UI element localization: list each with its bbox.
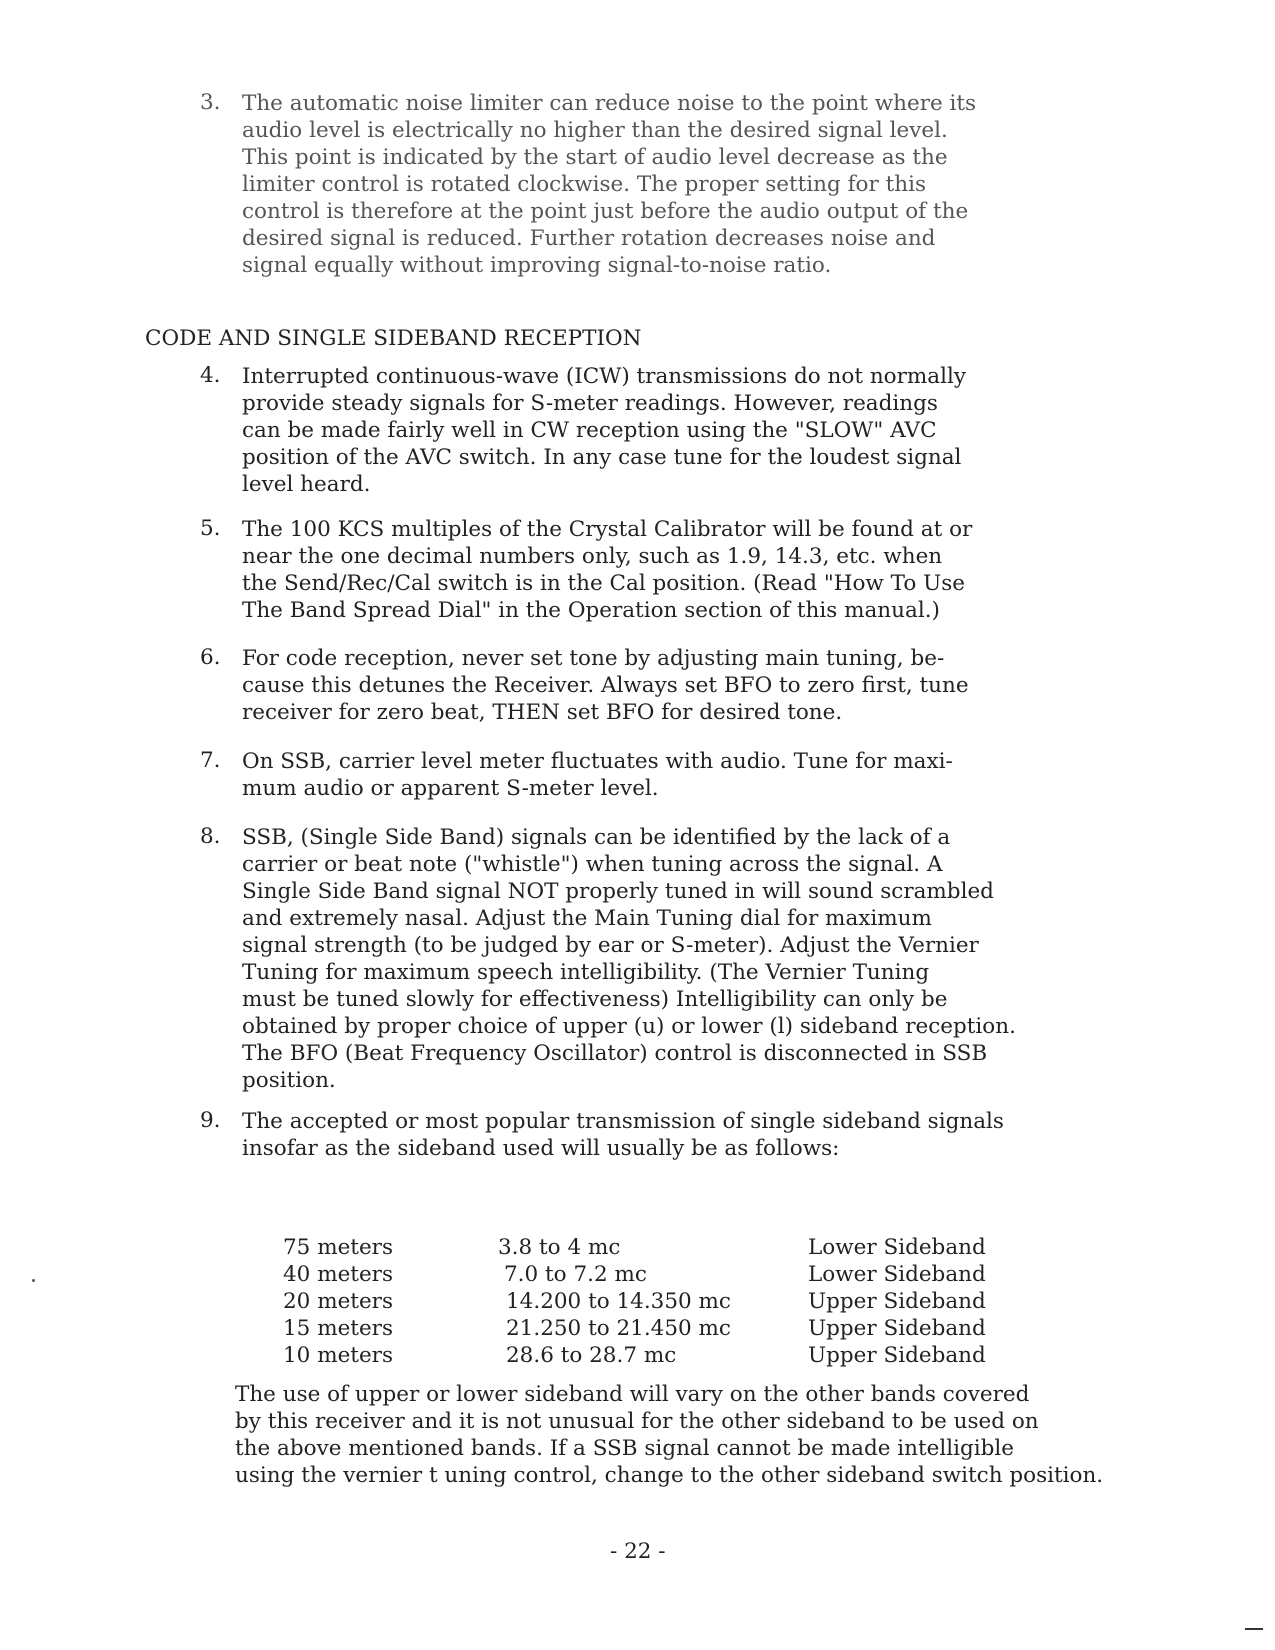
table-row	[283, 1315, 1043, 1342]
text-line: This point is indicated by the start of audio level decrease as the	[242, 145, 948, 170]
section-heading: CODE AND SINGLE SIDEBAND RECEPTION	[145, 326, 642, 351]
text-line: Interrupted continuous-wave (ICW) transmissions do not normally	[242, 364, 966, 389]
text-line: can be made fairly well in CW reception using the "SLOW" AVC	[242, 418, 937, 443]
text-line: mum audio or apparent S-meter level.	[242, 776, 659, 801]
text-line: using the vernier t uning control, change to the other sideband switch position.	[235, 1463, 1104, 1488]
range-cell: 21.250 to 21.450 mc	[506, 1316, 731, 1341]
text-line: Tuning for maximum speech intelligibility. (The Vernier Tuning	[242, 960, 930, 985]
closing-paragraph	[235, 1381, 1185, 1489]
text-line: The automatic noise limiter can reduce noise to the point where its	[242, 91, 977, 116]
scan-speck	[32, 1279, 35, 1282]
text-line: The accepted or most popular transmission of single sideband signals	[242, 1109, 1004, 1134]
text-line: signal strength (to be judged by ear or S-meter). Adjust the Vernier	[242, 933, 979, 958]
text-line: The use of upper or lower sideband will vary on the other bands covered	[235, 1382, 1030, 1407]
text-line: SSB, (Single Side Band) signals can be identified by the lack of a	[242, 825, 951, 850]
text-line: provide steady signals for S-meter readings. However, readings	[242, 391, 938, 416]
band-cell: 15 meters	[283, 1316, 393, 1341]
text-line: signal equally without improving signal-to-noise ratio.	[242, 253, 832, 278]
text-line: position of the AVC switch. In any case tune for the loudest signal	[242, 445, 962, 470]
item-text	[242, 748, 1082, 802]
sideband-table	[283, 1234, 1043, 1369]
band-cell: 40 meters	[283, 1262, 393, 1287]
item-text	[242, 516, 1082, 624]
item-text	[242, 645, 1082, 726]
sideband-cell: Upper Sideband	[808, 1316, 986, 1341]
text-line: by this receiver and it is not unusual for the other sideband to be used on	[235, 1409, 1039, 1434]
table-row	[283, 1288, 1043, 1315]
item-text	[242, 363, 1082, 498]
band-cell: 10 meters	[283, 1343, 393, 1368]
item-number: 7.	[200, 748, 221, 773]
text-line: limiter control is rotated clockwise. The proper setting for this	[242, 172, 927, 197]
text-line: Single Side Band signal NOT properly tuned in will sound scrambled	[242, 879, 994, 904]
text-line: the above mentioned bands. If a SSB signal cannot be made intelligible	[235, 1436, 1014, 1461]
table-row	[283, 1261, 1043, 1288]
text-line: and extremely nasal. Adjust the Main Tuning dial for maximum	[242, 906, 932, 931]
text-line: position.	[242, 1068, 336, 1093]
range-cell: 14.200 to 14.350 mc	[506, 1289, 731, 1314]
text-line: near the one decimal numbers only, such as 1.9, 14.3, etc. when	[242, 544, 943, 569]
item-number: 8.	[200, 824, 221, 849]
range-cell: 28.6 to 28.7 mc	[506, 1343, 677, 1368]
scan-mark	[1245, 1628, 1263, 1630]
band-cell: 75 meters	[283, 1235, 393, 1260]
table-row	[283, 1234, 1043, 1261]
text-line: For code reception, never set tone by adjusting main tuning, be-	[242, 646, 945, 671]
text-line: audio level is electrically no higher than the desired signal level.	[242, 118, 948, 143]
text-line: the Send/Rec/Cal switch is in the Cal position. (Read "How To Use	[242, 571, 965, 596]
sideband-cell: Upper Sideband	[808, 1343, 986, 1368]
item-number: 6.	[200, 645, 221, 670]
text-line: desired signal is reduced. Further rotation decreases noise and	[242, 226, 936, 251]
text-line: receiver for zero beat, THEN set BFO for desired tone.	[242, 700, 843, 725]
band-cell: 20 meters	[283, 1289, 393, 1314]
item-text	[242, 90, 1082, 279]
text-line: control is therefore at the point just before the audio output of the	[242, 199, 969, 224]
text-line: obtained by proper choice of upper (u) or lower (l) sideband reception.	[242, 1014, 1016, 1039]
sideband-cell: Upper Sideband	[808, 1289, 986, 1314]
text-line: level heard.	[242, 472, 371, 497]
text-line: cause this detunes the Receiver. Always set BFO to zero first, tune	[242, 673, 969, 698]
item-number: 4.	[200, 363, 221, 388]
text-line: carrier or beat note ("whistle") when tuning across the signal. A	[242, 852, 943, 877]
item-number: 5.	[200, 516, 221, 541]
item-number: 3.	[200, 90, 221, 115]
item-text	[242, 824, 1082, 1094]
text-line: On SSB, carrier level meter fluctuates with audio. Tune for maxi-	[242, 749, 953, 774]
item-number: 9.	[200, 1108, 221, 1133]
range-cell: 3.8 to 4 mc	[498, 1235, 621, 1260]
text-line: The 100 KCS multiples of the Crystal Calibrator will be found at or	[242, 517, 973, 542]
table-row	[283, 1342, 1043, 1369]
range-cell: 7.0 to 7.2 mc	[504, 1262, 647, 1287]
page-number: - 22 -	[610, 1539, 666, 1564]
text-line: The BFO (Beat Frequency Oscillator) control is disconnected in SSB	[242, 1041, 988, 1066]
sideband-cell: Lower Sideband	[808, 1262, 986, 1287]
item-text	[242, 1108, 1082, 1162]
text-line: must be tuned slowly for effectiveness) Intelligibility can only be	[242, 987, 948, 1012]
text-line: The Band Spread Dial" in the Operation section of this manual.)	[242, 598, 940, 623]
sideband-cell: Lower Sideband	[808, 1235, 986, 1260]
text-line: insofar as the sideband used will usually be as follows:	[242, 1136, 840, 1161]
